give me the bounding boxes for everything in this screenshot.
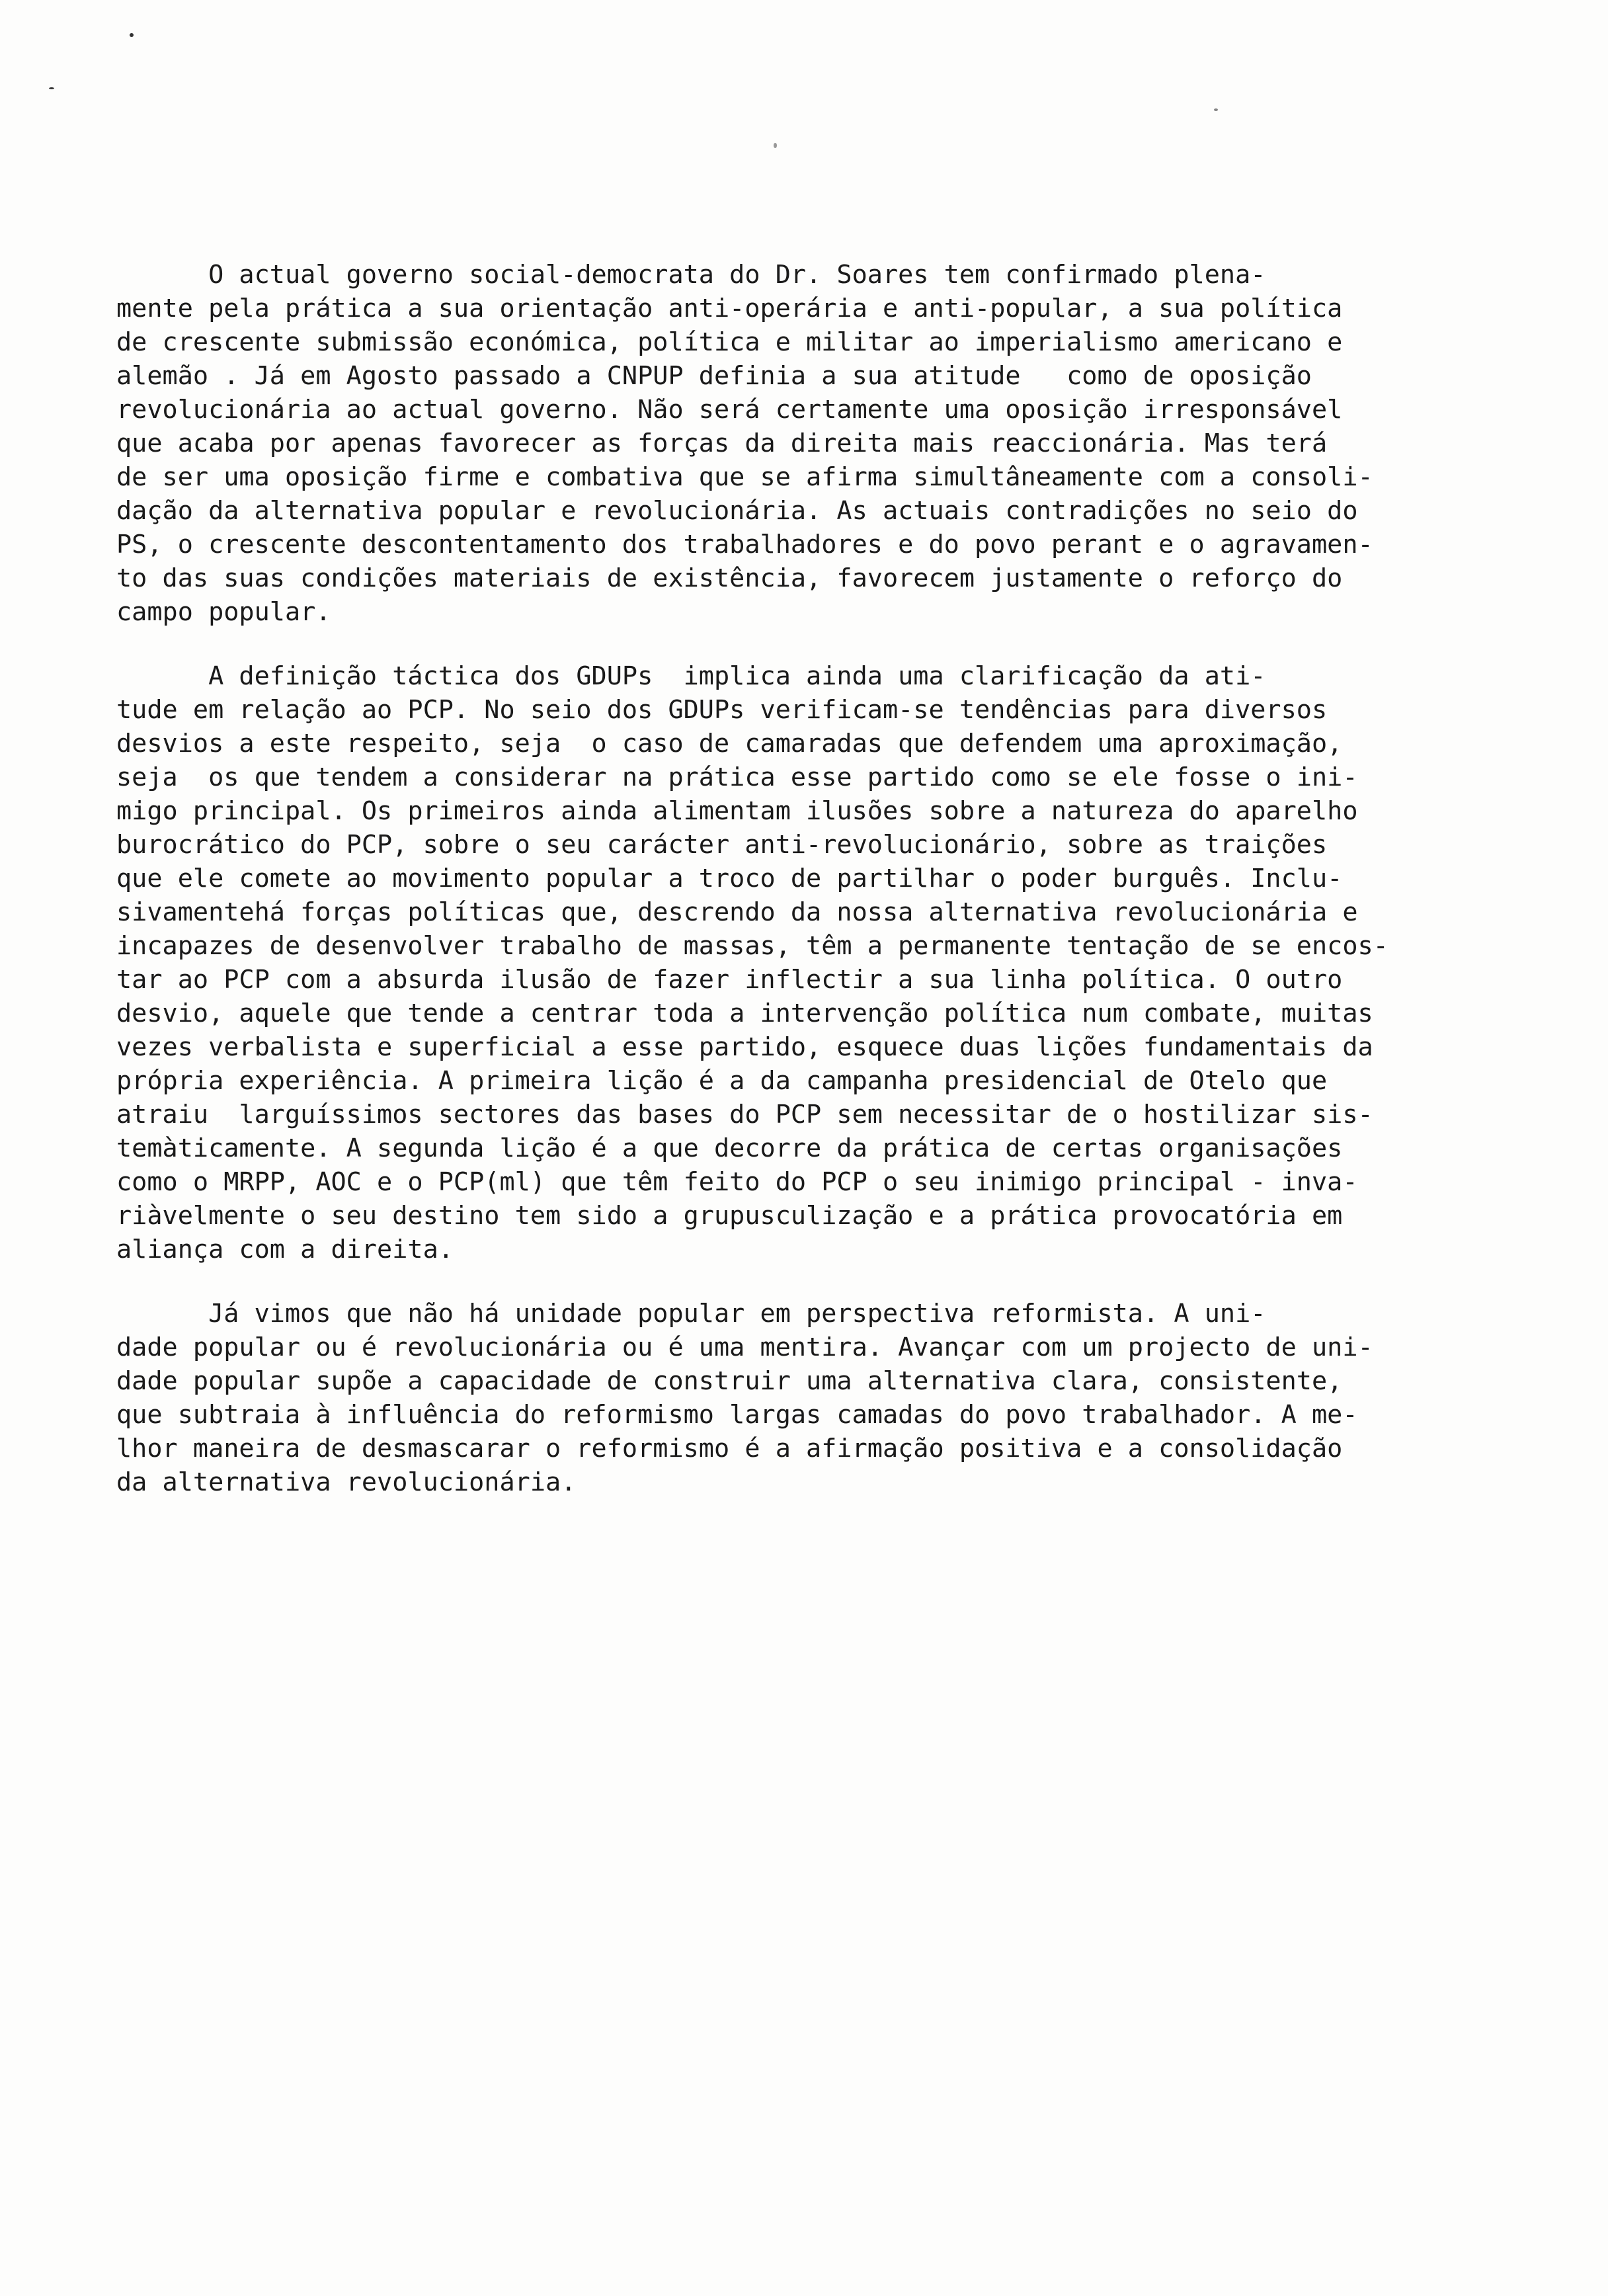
text-line: desvios a este respeito, seja o caso de camaradas que defendem uma aproximação, (116, 729, 1343, 758)
paragraph-1 (116, 258, 1478, 629)
text-line: da alternativa revolucionária. (116, 1467, 577, 1497)
scan-speck (130, 33, 134, 37)
text-line: como o MRPP, AOC e o PCP(ml) que têm feito do PCP o seu inimigo principal - inva- (116, 1167, 1358, 1197)
text-line: dade popular ou é revolucionária ou é uma mentira. Avançar com um projecto de uni- (116, 1332, 1373, 1362)
text-line: aliança com a direita. (116, 1235, 454, 1264)
scan-speck (1214, 108, 1218, 111)
text-line: A definição táctica dos GDUPs implica ainda uma clarificação da ati- (116, 661, 1266, 691)
text-line: burocrático do PCP, sobre o seu carácter anti-revolucionário, sobre as traições (116, 830, 1328, 860)
text-line: revolucionária ao actual governo. Não será certamente uma oposição irresponsável (116, 395, 1343, 425)
text-line: própria experiência. A primeira lição é a da campanha presidencial de Otelo que (116, 1066, 1328, 1096)
scan-speck (49, 87, 54, 89)
text-line: tude em relação ao PCP. No seio dos GDUPs verificam-se tendências para diversos (116, 695, 1328, 725)
paragraph-3 (116, 1297, 1478, 1499)
text-line: de crescente submissão económica, política e militar ao imperialismo americano e (116, 327, 1343, 357)
text-line: dade popular supõe a capacidade de construir uma alternativa clara, consistente, (116, 1366, 1343, 1396)
paragraph-2 (116, 659, 1478, 1266)
text-line: mente pela prática a sua orientação anti-operária e anti-popular, a sua política (116, 294, 1343, 323)
text-line: migo principal. Os primeiros ainda alimentam ilusões sobre a natureza do aparelho (116, 796, 1358, 826)
text-line: riàvelmente o seu destino tem sido a grupusculização e a prática provocatória em (116, 1201, 1343, 1231)
text-line: que ele comete ao movimento popular a troco de partilhar o poder burguês. Inclu- (116, 864, 1343, 893)
text-line: desvio, aquele que tende a centrar toda a intervenção política num combate, muitas (116, 999, 1373, 1028)
text-line: campo popular. (116, 597, 331, 627)
text-line: PS, o crescente descontentamento dos trabalhadores e do povo perant e o agravamen- (116, 530, 1373, 559)
text-line: incapazes de desenvolver trabalho de massas, têm a permanente tentação de se encos- (116, 931, 1388, 961)
text-line: tar ao PCP com a absurda ilusão de fazer inflectir a sua linha política. O outro (116, 965, 1343, 995)
text-line: alemão . Já em Agosto passado a CNPUP definia a sua atitude como de oposição (116, 361, 1312, 391)
text-line: que acaba por apenas favorecer as forças da direita mais reaccionária. Mas terá (116, 429, 1328, 458)
document-body (116, 258, 1478, 1530)
text-line: O actual governo social-democrata do Dr. Soares tem confirmado plena- (116, 260, 1266, 290)
text-line: vezes verbalista e superficial a esse partido, esquece duas lições fundamentais da (116, 1032, 1373, 1062)
text-line: temàticamente. A segunda lição é a que decorre da prática de certas organisações (116, 1133, 1343, 1163)
text-line: atraiu larguíssimos sectores das bases do PCP sem necessitar de o hostilizar sis- (116, 1100, 1373, 1129)
text-line: sivamentehá forças políticas que, descrendo da nossa alternativa revolucionária e (116, 897, 1358, 927)
text-line: seja os que tendem a considerar na prática esse partido como se ele fosse o ini- (116, 762, 1358, 792)
text-line: lhor maneira de desmascarar o reformismo é a afirmação positiva e a consolidação (116, 1434, 1343, 1463)
text-line: de ser uma oposição firme e combativa que se afirma simultâneamente com a consoli- (116, 462, 1373, 492)
scan-speck (774, 143, 777, 148)
text-line: dação da alternativa popular e revolucionária. As actuais contradições no seio do (116, 496, 1358, 526)
text-line: Já vimos que não há unidade popular em perspectiva reformista. A uni- (116, 1299, 1266, 1329)
text-line: que subtraia à influência do reformismo largas camadas do povo trabalhador. A me- (116, 1400, 1358, 1430)
text-line: to das suas condições materiais de existência, favorecem justamente o reforço do (116, 563, 1343, 593)
